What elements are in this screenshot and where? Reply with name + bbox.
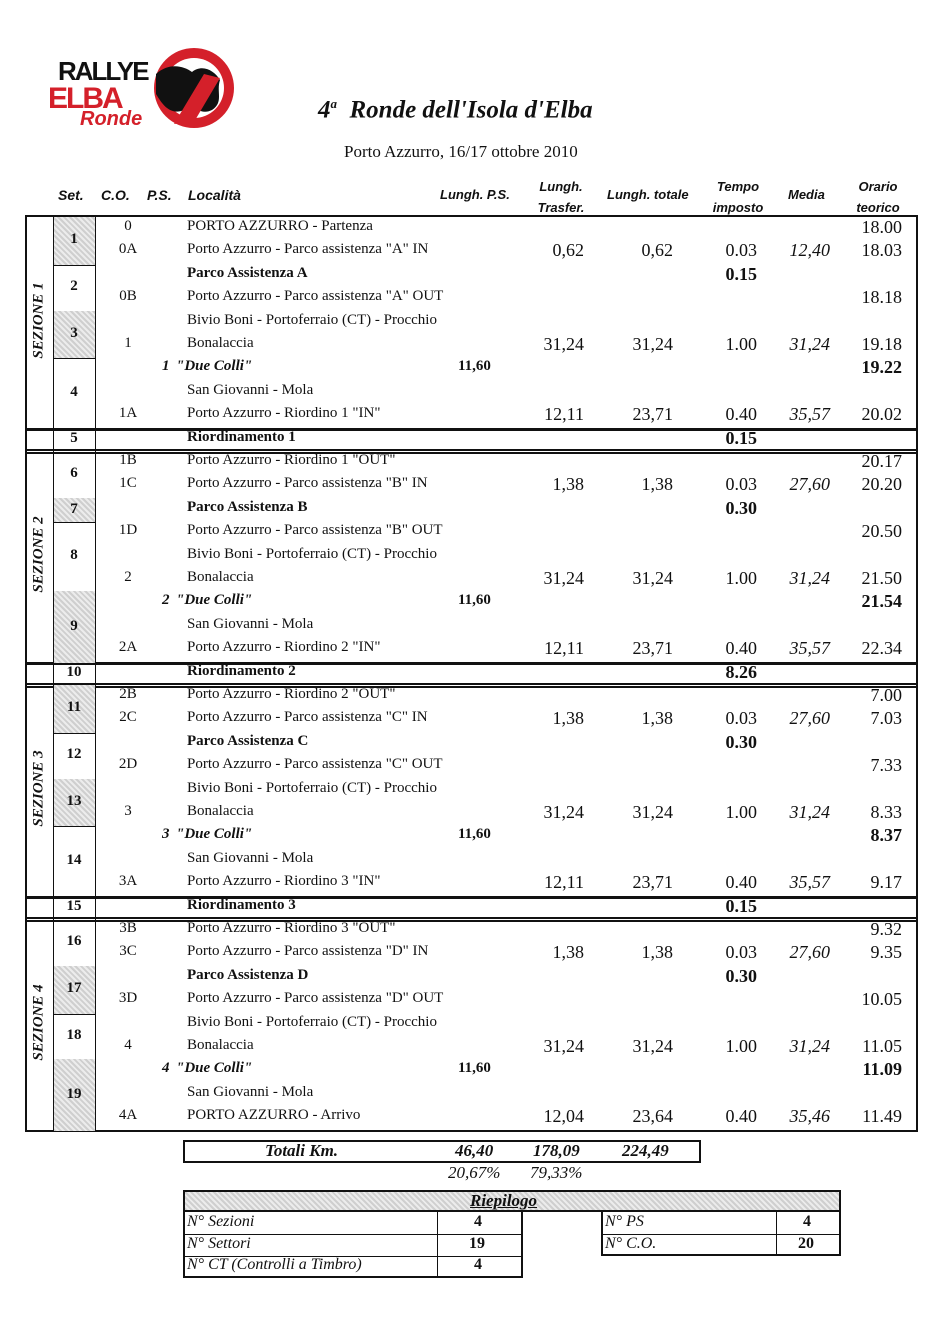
row-media: 35,57	[789, 872, 830, 893]
header-lungh-trasf	[528, 176, 594, 218]
riepilogo-ct-label: N° CT (Controlli a Timbro)	[187, 1256, 362, 1273]
row-trasf: 31,24	[543, 334, 584, 354]
rally-logo	[44, 44, 240, 136]
row-loc: "Due Colli"	[176, 1060, 253, 1077]
row-co: 2C	[119, 709, 137, 726]
row-ora: 20.17	[861, 451, 902, 471]
row-loc: Porto Azzurro - Riordino 1 "IN"	[187, 405, 381, 422]
row-lps: 11,60	[458, 826, 491, 843]
row-co: 2A	[118, 639, 138, 656]
row-ora: 21.54	[861, 591, 902, 612]
totali-trasf: 178,09	[533, 1141, 580, 1160]
row-loc: Parco Assistenza C	[187, 732, 309, 749]
row-ora: 18.18	[861, 287, 902, 308]
totali-pct-trasf: 79,33%	[530, 1163, 583, 1182]
row-loc: Parco Assistenza B	[187, 498, 308, 515]
row-loc: Porto Azzurro - Parco assistenza "A" IN	[187, 241, 429, 258]
totali-pct-ps: 20,67%	[448, 1163, 501, 1182]
totali-tot: 224,49	[622, 1141, 669, 1160]
row-co: 3C	[119, 943, 137, 960]
row-tempo: 0.40	[725, 638, 757, 659]
row-tot: 31,24	[632, 802, 673, 822]
row-loc: Porto Azzurro - Riordino 3 "OUT"	[187, 920, 396, 936]
row-loc: Porto Azzurro - Riordino 2 "IN"	[187, 639, 381, 656]
settore-number: 4	[70, 383, 78, 400]
header-orario	[845, 176, 911, 218]
header-co: C.O.	[101, 187, 130, 203]
row-ora: 10.05	[861, 989, 902, 1010]
row-loc: Riordinamento 3	[187, 896, 296, 913]
settore-number: 3	[70, 325, 78, 341]
row-ps: 1	[162, 358, 170, 375]
row-media: 27,60	[789, 708, 830, 729]
row-tempo: 0.03	[725, 942, 757, 963]
row-ora: 9.32	[870, 919, 902, 939]
row-trasf: 12,11	[544, 872, 584, 893]
row-media: 31,24	[789, 802, 830, 822]
row-tempo: 0.03	[725, 240, 757, 261]
row-loc: Porto Azzurro - Riordino 2 "OUT"	[187, 686, 396, 702]
settore-number: 13	[66, 793, 82, 809]
settore-number: 5	[70, 430, 78, 447]
row-tot: 31,24	[632, 334, 673, 354]
title-text: Ronde dell'Isola d'Elba	[349, 96, 593, 124]
row-co: 1	[124, 335, 132, 351]
row-co: 0A	[118, 241, 138, 258]
row-tot: 1,38	[641, 942, 673, 963]
row-ora: 20.20	[861, 474, 902, 495]
row-ps: 4	[162, 1060, 170, 1077]
row-tempo: 1.00	[725, 802, 757, 822]
row-tempo: 8.26	[725, 661, 757, 682]
row-tempo: 0.30	[725, 731, 757, 752]
row-ora: 7.00	[870, 685, 902, 705]
page-subtitle: Porto Azzurro, 16/17 ottobre 2010	[344, 142, 578, 161]
row-tempo: 1.00	[725, 334, 757, 354]
row-loc: Bivio Boni - Portoferraio (CT) - Procchio	[187, 545, 437, 562]
settore-number: 6	[70, 465, 78, 482]
row-co: 3D	[118, 990, 138, 1007]
row-co: 0	[124, 218, 132, 234]
riordinamento-box	[25, 897, 918, 922]
row-ora: 9.35	[870, 942, 902, 963]
riepilogo-title: Riepilogo	[470, 1191, 538, 1210]
riordinamento-box	[25, 663, 918, 688]
settore-number: 17	[66, 980, 82, 997]
row-media: 27,60	[789, 942, 830, 963]
row-media: 27,60	[789, 474, 830, 495]
riepilogo-ps: 4	[803, 1213, 811, 1230]
row-loc: "Due Colli"	[176, 592, 253, 609]
header-lungh-trasf-1: Lungh.	[539, 179, 583, 194]
row-trasf: 0,62	[552, 240, 584, 261]
row-loc: Porto Azzurro - Parco assistenza "D" IN	[187, 943, 429, 960]
row-media: 31,24	[789, 568, 830, 588]
settore-number: 14	[66, 851, 82, 868]
row-co: 2D	[118, 756, 138, 773]
row-trasf: 12,11	[544, 404, 584, 425]
row-loc: San Giovanni - Mola	[187, 615, 314, 632]
settore-number: 8	[70, 547, 78, 564]
header-ps: P.S.	[147, 187, 172, 203]
row-tot: 23,71	[632, 638, 673, 659]
row-tempo: 0.40	[725, 872, 757, 893]
row-ora: 18.03	[861, 240, 902, 261]
row-ora: 19.22	[861, 357, 902, 378]
row-trasf: 1,38	[552, 942, 584, 963]
row-loc: San Giovanni - Mola	[187, 849, 314, 866]
row-tempo: 0.15	[725, 895, 757, 916]
row-media: 35,57	[789, 638, 830, 659]
row-tempo: 0.03	[725, 474, 757, 495]
header-tempo-1: Tempo	[716, 179, 760, 194]
row-loc: Parco Assistenza A	[187, 264, 308, 281]
settore-number: 16	[66, 933, 82, 950]
section-label: SEZIONE 1	[30, 282, 47, 359]
row-lps: 11,60	[458, 1060, 491, 1077]
row-loc: "Due Colli"	[176, 826, 253, 843]
riordinamento-box	[25, 429, 918, 454]
row-co: 1B	[119, 452, 137, 468]
row-ora: 8.37	[870, 825, 902, 846]
riepilogo-settori-label: N° Settori	[187, 1235, 251, 1252]
header-set: Set.	[58, 187, 84, 203]
row-tot: 23,71	[632, 872, 673, 893]
row-loc: Riordinamento 2	[187, 662, 296, 679]
header-lungh-totale: Lungh. totale	[607, 187, 689, 202]
row-media: 35,57	[789, 404, 830, 425]
row-co: 4A	[118, 1107, 138, 1124]
title-prefix: 4	[318, 96, 331, 124]
row-co: 1A	[118, 405, 138, 422]
row-loc: Porto Azzurro - Riordino 3 "IN"	[187, 873, 381, 890]
logo-line2: ELBA	[48, 82, 122, 115]
row-loc: Bonalaccia	[187, 569, 254, 585]
riepilogo-sezioni-label: N° Sezioni	[187, 1213, 255, 1230]
settore-number: 9	[70, 617, 78, 634]
section-label: SEZIONE 4	[30, 984, 47, 1061]
row-ora: 19.18	[861, 334, 902, 354]
row-co: 1D	[118, 522, 138, 539]
row-loc: Porto Azzurro - Parco assistenza "C" IN	[187, 709, 428, 726]
row-loc: Porto Azzurro - Parco assistenza "C" OUT	[187, 756, 443, 773]
settore-number: 7	[70, 500, 78, 517]
row-ora: 21.50	[861, 568, 902, 588]
row-tot: 1,38	[641, 708, 673, 729]
header-lungh-trasf-2: Trasfer.	[537, 200, 585, 215]
totali-label: Totali Km.	[265, 1141, 339, 1160]
title-sup: a	[330, 96, 337, 111]
row-co: 3A	[118, 873, 138, 890]
row-ora: 11.49	[862, 1106, 902, 1127]
riepilogo-sezioni: 4	[474, 1213, 482, 1230]
settore-number: 11	[66, 699, 82, 716]
riepilogo-settori: 19	[469, 1235, 485, 1252]
row-loc: Porto Azzurro - Parco assistenza "D" OUT	[187, 990, 444, 1007]
row-loc: Parco Assistenza D	[187, 966, 309, 983]
row-co: 2	[124, 569, 132, 585]
row-tot: 31,24	[632, 568, 673, 588]
row-trasf: 1,38	[552, 708, 584, 729]
riepilogo-co-label: N° C.O.	[605, 1235, 657, 1252]
row-ora: 20.50	[861, 521, 902, 542]
row-loc: PORTO AZZURRO - Partenza	[187, 218, 373, 234]
settore-number: 12	[66, 746, 82, 763]
row-tot: 0,62	[641, 240, 673, 261]
settore-number: 15	[66, 898, 82, 915]
row-tempo: 0.15	[725, 263, 757, 284]
row-co: 1C	[119, 475, 137, 492]
header-orario-1: Orario	[858, 179, 898, 194]
row-loc: Riordinamento 1	[187, 428, 296, 445]
row-ora: 8.33	[870, 802, 902, 822]
logo-line3: Ronde	[80, 108, 143, 130]
row-tot: 23,71	[632, 404, 673, 425]
settore-number: 1	[70, 231, 78, 248]
header-media: Media	[788, 187, 825, 202]
settore-number: 18	[66, 1027, 82, 1043]
row-media: 31,24	[789, 1036, 830, 1056]
row-ora: 7.03	[870, 708, 902, 729]
row-loc: PORTO AZZURRO - Arrivo	[187, 1107, 361, 1124]
row-loc: Porto Azzurro - Parco assistenza "B" OUT	[187, 522, 443, 539]
header-localita: Località	[188, 187, 241, 203]
row-tempo: 1.00	[725, 568, 757, 588]
row-trasf: 31,24	[543, 802, 584, 822]
row-ora: 18.00	[861, 217, 902, 237]
page-title	[318, 96, 593, 124]
row-ora: 11.05	[862, 1036, 902, 1056]
row-tot: 31,24	[632, 1036, 673, 1056]
row-lps: 11,60	[458, 358, 491, 375]
row-ora: 7.33	[870, 755, 902, 776]
row-tempo: 0.03	[725, 708, 757, 729]
row-loc: Porto Azzurro - Parco assistenza "B" IN	[187, 475, 428, 492]
row-loc: "Due Colli"	[176, 358, 253, 375]
row-tempo: 0.30	[725, 497, 757, 518]
row-loc: Porto Azzurro - Riordino 1 "OUT"	[187, 452, 396, 468]
row-ora: 11.09	[862, 1059, 902, 1080]
riepilogo-co: 20	[798, 1235, 814, 1252]
row-tempo: 0.40	[725, 404, 757, 425]
row-co: 2B	[119, 686, 137, 702]
row-media: 35,46	[789, 1106, 830, 1127]
row-ora: 22.34	[861, 638, 902, 659]
settore-number: 19	[66, 1085, 82, 1102]
row-tot: 23,64	[632, 1106, 673, 1127]
row-loc: Bonalaccia	[187, 1037, 254, 1053]
riepilogo-ct: 4	[474, 1256, 482, 1273]
row-co: 0B	[119, 288, 137, 305]
row-tempo: 0.30	[725, 965, 757, 986]
header-orario-2: teorico	[856, 200, 900, 215]
row-co: 3B	[119, 920, 137, 936]
row-loc: Porto Azzurro - Parco assistenza "A" OUT	[187, 288, 444, 305]
row-trasf: 31,24	[543, 1036, 584, 1056]
row-tot: 1,38	[641, 474, 673, 495]
logo-line1: RALLYE	[58, 56, 148, 86]
settore-number: 2	[70, 278, 78, 295]
row-ora: 20.02	[861, 404, 902, 425]
totali-ps: 46,40	[455, 1141, 494, 1160]
row-trasf: 12,04	[543, 1106, 584, 1127]
header-tempo-2: imposto	[712, 200, 764, 215]
row-loc: Bonalaccia	[187, 335, 254, 351]
row-tempo: 0.15	[725, 427, 757, 448]
row-ora: 9.17	[870, 872, 902, 893]
row-media: 12,40	[789, 240, 830, 261]
row-loc: San Giovanni - Mola	[187, 1083, 314, 1100]
row-media: 31,24	[789, 334, 830, 354]
riepilogo-ps-label: N° PS	[605, 1213, 644, 1230]
row-trasf: 12,11	[544, 638, 584, 659]
row-loc: San Giovanni - Mola	[187, 381, 314, 398]
section-label: SEZIONE 2	[30, 516, 47, 593]
row-ps: 3	[162, 826, 170, 843]
row-loc: Bivio Boni - Portoferraio (CT) - Procchio	[187, 311, 437, 328]
row-ps: 2	[162, 592, 170, 609]
row-lps: 11,60	[458, 592, 491, 609]
row-trasf: 31,24	[543, 568, 584, 588]
row-loc: Bivio Boni - Portoferraio (CT) - Procchio	[187, 1013, 437, 1030]
header-lungh-ps: Lungh. P.S.	[440, 187, 510, 202]
header-tempo	[702, 176, 774, 218]
row-tempo: 1.00	[725, 1036, 757, 1056]
row-loc: Bivio Boni - Portoferraio (CT) - Procchio	[187, 779, 437, 796]
settore-number: 10	[66, 664, 82, 681]
row-co: 4	[124, 1037, 132, 1053]
row-loc: Bonalaccia	[187, 803, 254, 819]
row-tempo: 0.40	[725, 1106, 757, 1127]
row-co: 3	[124, 803, 132, 819]
row-trasf: 1,38	[552, 474, 584, 495]
section-label: SEZIONE 3	[30, 750, 47, 827]
